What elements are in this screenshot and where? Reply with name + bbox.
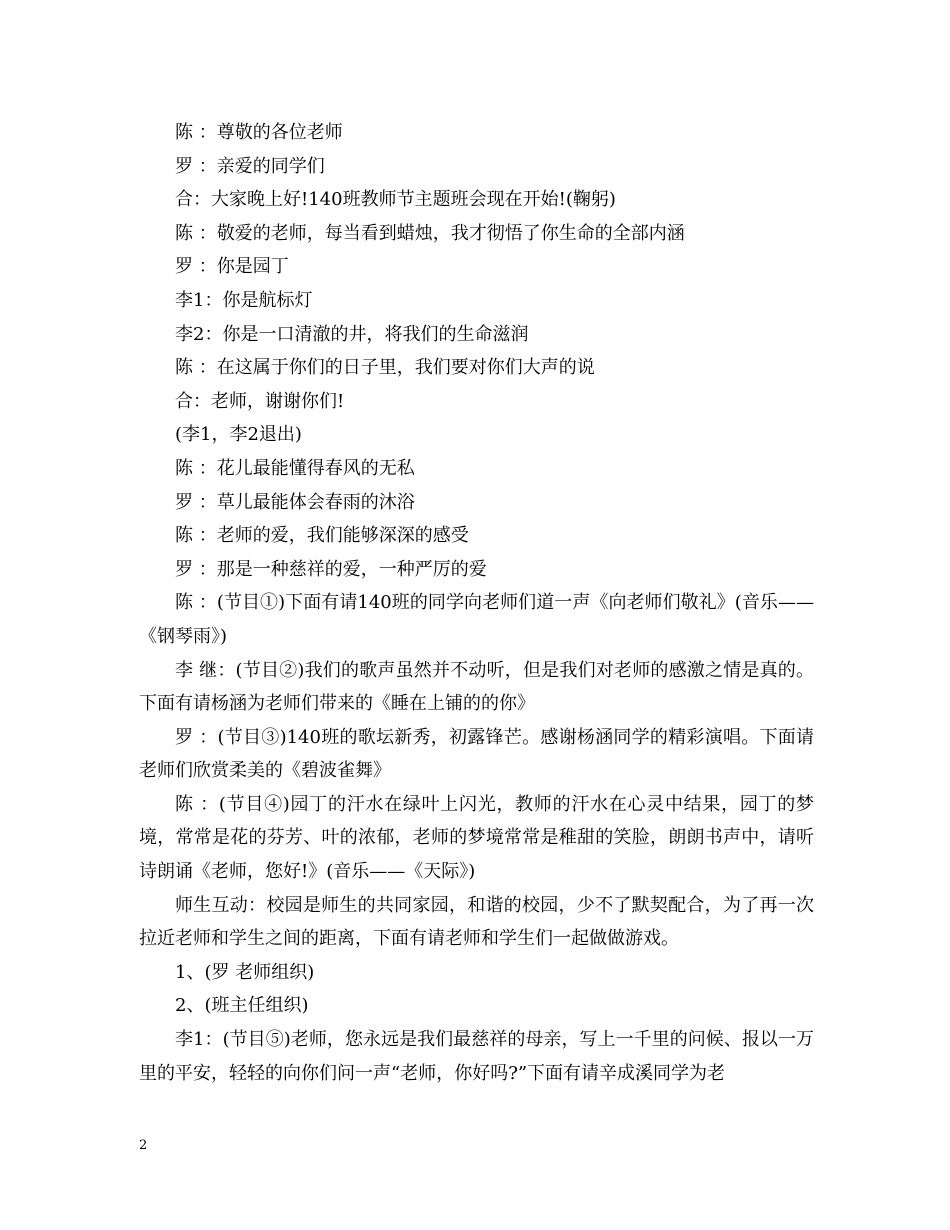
paragraph: 陈 ：(节目①)下面有请140班的同学向老师们道一声《向老师们敬礼》(音乐——《钢琴雨》)	[139, 592, 814, 647]
document-body	[139, 116, 814, 1090]
paragraph: 李2：你是一口清澈的井，将我们的生命滋润	[175, 323, 529, 345]
paragraph: 李1：(节目⑤)老师，您永远是我们最慈祥的母亲，写上一千里的问候、报以一万里的平安，轻轻的向你们问一声“老师，你好吗?”下面有请辛成溪同学为老	[139, 1029, 814, 1084]
paragraph: 陈 ：老师的爱，我们能够深深的感受	[175, 525, 469, 547]
paragraph: 罗 ：那是一种慈祥的爱，一种严厉的爱	[175, 558, 487, 580]
paragraph: 合：大家晚上好!140班教师节主题班会现在开始!(鞠躬)	[175, 189, 616, 211]
paragraph: 李1：你是航标灯	[175, 289, 313, 311]
paragraph: 罗 ：你是园丁	[175, 256, 289, 278]
paragraph: (李1，李2退出)	[175, 424, 302, 446]
paragraph: 师生互动：校园是师生的共同家园，和谐的校园，少不了默契配合，为了再一次拉近老师和学生之间的距离，下面有请老师和学生们一起做做游戏。	[139, 894, 814, 950]
paragraph: 罗 ：(节目③)140班的歌坛新秀，初露锋芒。感谢杨涵同学的精彩演唱。下面请老师们欣赏柔美的《碧波雀舞》	[139, 726, 814, 782]
paragraph: 陈 ：敬爱的老师，每当看到蜡烛，我才彻悟了你生命的全部内涵	[175, 222, 685, 244]
paragraph: 陈 ：花儿最能懂得春风的无私	[175, 457, 415, 479]
paragraph: 陈 ：尊敬的各位老师	[175, 122, 343, 143]
paragraph: 罗 ：草儿最能体会春雨的沐浴	[175, 491, 415, 513]
paragraph: 李 继：(节目②)我们的歌声虽然并不动听，但是我们对老师的感激之情是真的。下面有请杨涵为老师们带来的《睡在上铺的的你》	[139, 659, 814, 715]
paragraph: 陈 ：在这属于你们的日子里，我们要对你们大声的说	[175, 357, 595, 379]
paragraph: 2、(班主任组织)	[175, 995, 309, 1017]
paragraph: 罗 ：亲爱的同学们	[175, 155, 325, 177]
paragraph: 陈 ：(节目④)园丁的汗水在绿叶上闪光，教师的汗水在心灵中结果，园丁的梦境，常常是花的芬芳、叶的浓郁，老师的梦境常常是稚甜的笑脸，朗朗书声中，请听诗朗诵《老师，您好!》(音乐——《天际》)	[139, 793, 814, 883]
paragraph: 1、(罗 老师组织)	[175, 961, 315, 983]
paragraph: 合：老师，谢谢你们!	[175, 390, 345, 412]
page-number: 2	[139, 1138, 148, 1153]
